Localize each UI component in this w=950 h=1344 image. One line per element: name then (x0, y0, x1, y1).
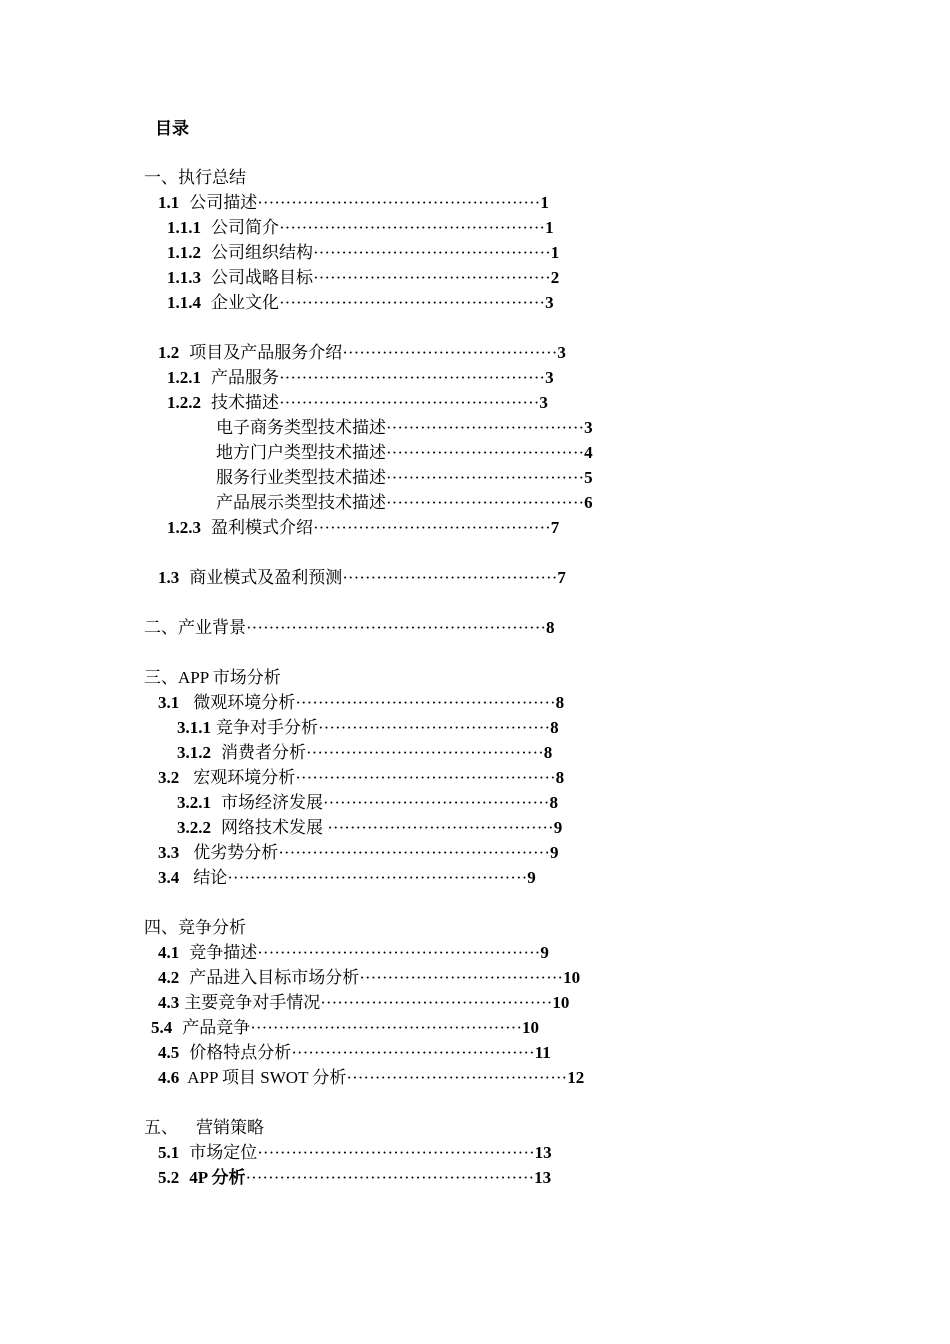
entry-number: 4.3 (158, 993, 180, 1012)
entry-text: APP 项目 SWOT 分析 (187, 1068, 347, 1087)
entry-number: 1.3 (158, 568, 180, 587)
leader-dots: ·············································· (279, 393, 540, 412)
section-heading-text: 四、竞争分析 (144, 918, 246, 937)
page-number: 1 (545, 218, 554, 237)
leader-dots: ···································· (359, 968, 564, 987)
leader-dots: ·········································· (313, 518, 551, 537)
leader-dots: ··············································· (279, 218, 546, 237)
entry-text: 网络技术发展 (221, 818, 328, 837)
section-heading-text: 营销策略 (196, 1118, 264, 1137)
page-number: 13 (534, 1168, 552, 1187)
leader-dots: ·················································· (257, 193, 541, 212)
entry-text: 主要竞争对手情况 (184, 993, 321, 1012)
leader-dots: ·············································· (295, 768, 556, 787)
leader-dots: ······································· (346, 1068, 568, 1087)
leader-dots: ··································· (386, 493, 585, 512)
toc-entry (158, 841, 558, 865)
section-heading-text: 五、 (144, 1118, 178, 1137)
toc-entry (177, 816, 562, 840)
entry-number: 4.1 (158, 943, 180, 962)
entry-text: 结论 (193, 868, 228, 887)
page-number: 13 (534, 1143, 552, 1162)
leader-dots: ··································· (386, 418, 585, 437)
entry-text: 宏观环境分析 (193, 768, 296, 787)
toc-title: 目录 (155, 119, 189, 138)
toc-section-heading (144, 666, 281, 690)
entry-number: 1.2.1 (167, 368, 201, 387)
page-number: 9 (553, 818, 563, 837)
toc-entry (158, 341, 566, 365)
entry-number: 3.2.2 (177, 818, 211, 837)
page-number: 3 (545, 293, 554, 312)
page-number: 8 (555, 768, 565, 787)
page-number: 5 (584, 468, 593, 487)
entry-text: 公司描述 (189, 193, 258, 212)
entry-number: 3.2.1 (177, 793, 211, 812)
page-number: 10 (563, 968, 581, 987)
entry-text: 竞争描述 (189, 943, 258, 962)
leader-dots: ················································· (257, 1143, 535, 1162)
leader-dots: ········································· (320, 993, 553, 1012)
leader-dots: ········································ (327, 818, 554, 837)
entry-number: 5.1 (158, 1143, 180, 1162)
toc-entry (158, 1141, 552, 1165)
toc-entry (216, 441, 593, 465)
section-heading-text: 一、执行总结 (144, 168, 246, 187)
toc-entry (177, 716, 559, 740)
entry-text: 消费者分析 (221, 743, 306, 762)
toc-entry (158, 1066, 584, 1090)
toc-entry (167, 516, 559, 540)
entry-number: 1.1.2 (167, 243, 201, 262)
entry-text: 公司简介 (211, 218, 279, 237)
entry-text: 产品进入目标市场分析 (189, 968, 360, 987)
leader-dots: ················································ (278, 843, 550, 862)
entry-text: 产品服务 (211, 368, 279, 387)
section-heading-text: 三、APP 市场分析 (144, 668, 281, 687)
page-number: 3 (539, 393, 548, 412)
page-number: 8 (555, 693, 565, 712)
leader-dots: ······································ (342, 568, 558, 587)
leader-dots: ·············································· (295, 693, 556, 712)
entry-text: 市场定位 (189, 1143, 258, 1162)
page-number: 6 (584, 493, 593, 512)
leader-dots: ··········································· (291, 1043, 535, 1062)
leader-dots: ··································· (386, 468, 585, 487)
leader-dots: ·················································· (257, 943, 541, 962)
page-number: 10 (552, 993, 570, 1012)
toc-entry (167, 241, 559, 265)
page-number: 1 (540, 193, 549, 212)
entry-text: 竞争对手分析 (216, 718, 318, 737)
page-number: 10 (521, 1018, 539, 1037)
page-number: 8 (546, 618, 555, 637)
entry-text: 公司组织结构 (211, 243, 313, 262)
toc-entry (216, 491, 593, 515)
entry-text: 4P 分析 (189, 1168, 246, 1187)
page-number: 3 (545, 368, 554, 387)
entry-number: 3.1 (158, 693, 180, 712)
page-number: 2 (550, 268, 560, 287)
page-number: 9 (527, 868, 536, 887)
page-number: 11 (534, 1043, 551, 1062)
toc-entry (158, 691, 564, 715)
page-number: 3 (584, 418, 593, 437)
entry-number: 1.1.1 (167, 218, 201, 237)
leader-dots: ················································ (250, 1018, 522, 1037)
leader-dots: ·········································· (306, 743, 544, 762)
entry-text: 技术描述 (211, 393, 279, 412)
page-number: 7 (557, 568, 566, 587)
entry-number: 1.2.3 (167, 518, 201, 537)
leader-dots: ········································· (318, 718, 551, 737)
toc-entry (158, 566, 566, 590)
page-number: 12 (567, 1068, 585, 1087)
entry-text: 服务行业类型技术描述 (216, 468, 386, 487)
toc-entry (158, 866, 536, 890)
entry-number: 5.2 (158, 1168, 180, 1187)
toc-entry (158, 991, 569, 1015)
toc-entry (158, 1041, 551, 1065)
toc-entry (167, 391, 548, 415)
toc-entry (177, 791, 558, 815)
toc-entry (177, 741, 552, 765)
toc-section-heading (144, 166, 246, 190)
page-number: 9 (549, 843, 559, 862)
entry-number: 4.2 (158, 968, 180, 987)
toc-entry (216, 466, 593, 490)
toc-entry (158, 766, 564, 790)
toc-entry (216, 416, 593, 440)
toc-entry (151, 1016, 539, 1040)
entry-number: 1.2 (158, 343, 180, 362)
toc-entry (167, 216, 554, 240)
entry-text: 公司战略目标 (211, 268, 313, 287)
leader-dots: ··············································· (279, 293, 546, 312)
entry-number: 1.1.4 (167, 293, 201, 312)
entry-text: 市场经济发展 (221, 793, 323, 812)
toc-entry (158, 191, 549, 215)
leader-dots: ······································ (342, 343, 558, 362)
leader-dots: ········································ (323, 793, 550, 812)
toc-entry (158, 966, 580, 990)
entry-text: 项目及产品服务介绍 (189, 343, 343, 362)
toc-entry (167, 366, 554, 390)
leader-dots: ··············································· (279, 368, 546, 387)
page-number: 8 (549, 793, 558, 812)
toc-entry (167, 291, 554, 315)
toc-section-heading (144, 1116, 264, 1140)
toc-section-heading (144, 616, 555, 640)
entry-number: 3.3 (158, 843, 180, 862)
entry-number: 1.1.3 (167, 268, 201, 287)
toc-entry (167, 266, 559, 290)
entry-number: 3.1.1 (177, 718, 211, 737)
entry-number: 3.2 (158, 768, 180, 787)
entry-text: 电子商务类型技术描述 (216, 418, 386, 437)
entry-text: 产品竞争 (182, 1018, 251, 1037)
section-heading-text: 二、产业背景 (144, 618, 246, 637)
page-number: 7 (550, 518, 560, 537)
page-number: 4 (584, 443, 593, 462)
page-number: 1 (550, 243, 560, 262)
leader-dots: ·········································· (313, 243, 551, 262)
entry-number: 5.4 (151, 1018, 173, 1037)
entry-text: 微观环境分析 (193, 693, 296, 712)
leader-dots: ····················································· (246, 618, 547, 637)
entry-number: 1.2.2 (167, 393, 201, 412)
entry-number: 3.1.2 (177, 743, 211, 762)
leader-dots: ·········································· (313, 268, 551, 287)
entry-number: 1.1 (158, 193, 180, 212)
leader-dots: ··················································· (245, 1168, 535, 1187)
entry-number: 4.6 (158, 1068, 180, 1087)
toc-entry (158, 1166, 551, 1190)
entry-text: 商业模式及盈利预测 (189, 568, 343, 587)
leader-dots: ··································· (386, 443, 585, 462)
entry-text: 优劣势分析 (193, 843, 279, 862)
page-number: 8 (543, 743, 553, 762)
entry-number: 3.4 (158, 868, 180, 887)
entry-text: 盈利模式介绍 (211, 518, 313, 537)
entry-text: 地方门户类型技术描述 (216, 443, 386, 462)
toc-entry (158, 941, 549, 965)
entry-text: 价格特点分析 (189, 1043, 292, 1062)
leader-dots: ····················································· (227, 868, 528, 887)
entry-number: 4.5 (158, 1043, 180, 1062)
toc-section-heading (144, 916, 246, 940)
page-number: 9 (540, 943, 549, 962)
entry-text: 产品展示类型技术描述 (216, 493, 386, 512)
page-number: 8 (550, 718, 559, 737)
page-number: 3 (557, 343, 566, 362)
entry-text: 企业文化 (211, 293, 279, 312)
